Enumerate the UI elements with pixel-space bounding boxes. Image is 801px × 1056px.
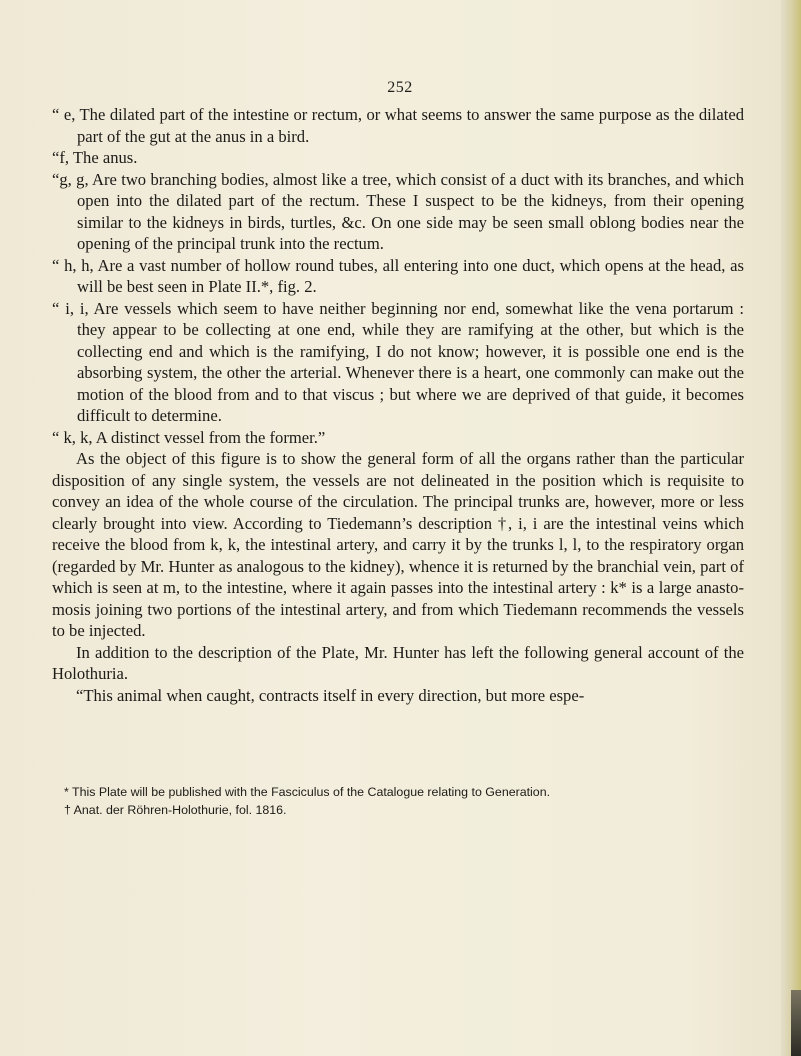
page-corner-shadow xyxy=(791,990,801,1056)
entry-e: “ e, The dilated part of the intestine or rectum, or what seems to answer the same purpose as the dilated part of the gut at the anus in a bird. xyxy=(52,105,744,146)
entry-i: “ i, i, Are vessels which seem to have neither beginning nor end, somewhat like the vena portarum : they appear to be collecting at one end, while they are ramifying at the other, but which is the collecting end and which is the ramifying, I do not know; however, it is possible one end is the absorbing system, the other the arterial. Whenever there is a heart, one commonly can make out the motion of the blood from and to that viscus ; but where we are deprived of that guide, it becomes difficult to determine. xyxy=(52,298,744,425)
paragraph-figure-object: As the object of this figure is to show the general form of all the organs rather than the particular disposition of any single system, the vessels are not delineated in the position which is requisite to convey an idea of the whole course of the circulation. The principal trunks are, however, more or less clearly brought into view. According to Tiedemann’s description †, i, i are the intestinal veins which receive the blood from k, k, the intestinal artery, and carry it by the trunks l, l, to the respiratory organ (regarded by Mr. Hunter as analogous to the kidney), whence it is returned by the branchial vein, part of which is seen at m, to the intestine, where it again passes into the intestinal artery : k* is a large anasto- mosis joining two portions of the intestinal artery, and from which Tiedemann recommends the vessels to be injected. xyxy=(52,449,744,640)
entry-f: “f, The anus. xyxy=(52,148,138,167)
entry-g: “g, g, Are two branching bodies, almost like a tree, which consist of a duct with its branches, and which open into the dilated part of the rectum. These I suspect to be the kidneys, from their opening similar to the kidneys in birds, turtles, &c. On one side may be seen small oblong bodies near the opening of the principal trunk into the rectum. xyxy=(52,169,744,253)
paragraph-animal: “This animal when caught, contracts itself in every direction, but more espe- xyxy=(76,685,585,705)
footnote-tiedemann: † Anat. der Röhren-Holothurie, fol. 1816. xyxy=(64,803,287,817)
page-edge xyxy=(781,0,801,1056)
body-text xyxy=(52,104,744,706)
paragraph-addition: In addition to the description of the Plate, Mr. Hunter has left the following general account of the Holothuria. xyxy=(52,642,744,683)
page-number: 252 xyxy=(387,79,413,96)
entry-h: “ h, h, Are a vast number of hollow round tubes, all entering into one duct, which opens at the head, as will be best seen in Plate II.*, fig. 2. xyxy=(52,255,744,296)
entry-k: “ k, k, A distinct vessel from the former.” xyxy=(52,427,326,447)
footnote-plate: * This Plate will be published with the Fasciculus of the Catalogue relating to Generation. xyxy=(64,785,551,799)
footnotes xyxy=(52,783,744,819)
